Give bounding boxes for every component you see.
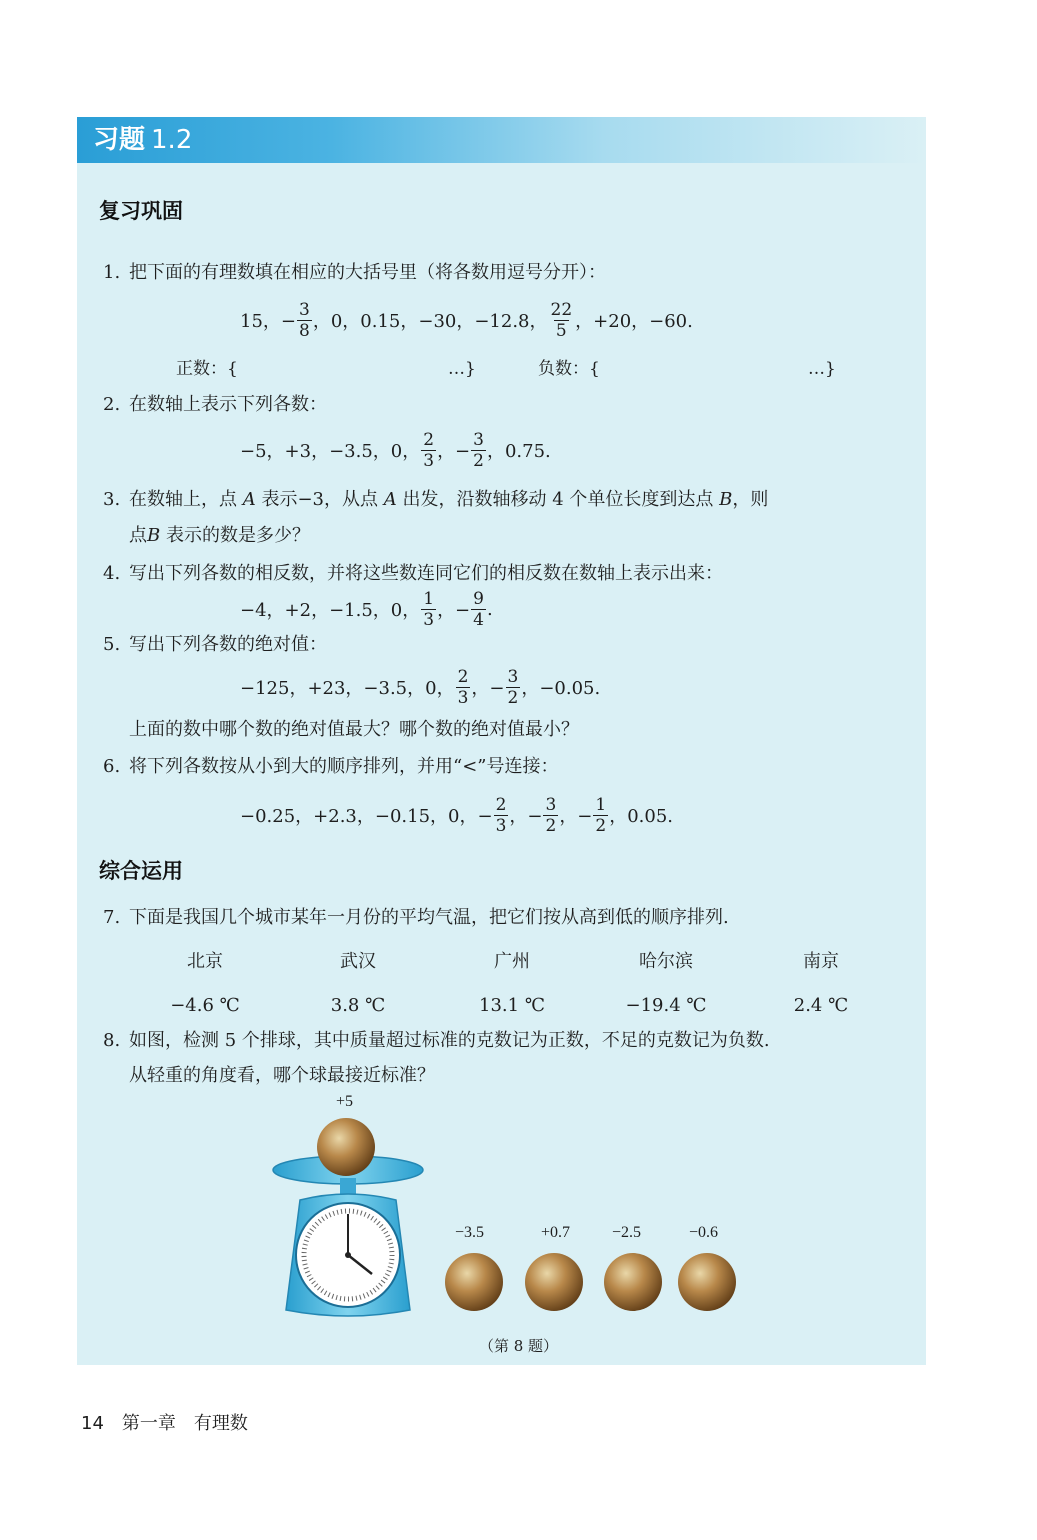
- numerator: 3: [545, 794, 557, 815]
- question-3-line2: [129, 523, 310, 549]
- question-text: 将下列各数按从小到大的顺序排列，并用“<”号连接：: [129, 756, 559, 777]
- question-number: 1.: [103, 262, 121, 283]
- question-text: 写出下列各数的相反数，并将这些数连同它们的相反数在数轴上表示出来：: [129, 563, 723, 584]
- q6-numbers: [240, 789, 673, 841]
- city-name: 北京: [187, 951, 223, 972]
- point-b: B: [719, 489, 733, 510]
- numerator: 3: [473, 429, 484, 450]
- numerator: 1: [595, 794, 607, 815]
- question-text: 下面是我国几个城市某年一月份的平均气温，把它们按从高到低的顺序排列.: [129, 907, 729, 928]
- chapter-title: 有理数: [193, 1413, 248, 1434]
- question-number: 5.: [103, 634, 121, 655]
- math-text: ，0.75.: [486, 441, 551, 462]
- math-text: ，−0.05.: [521, 678, 601, 699]
- math-text: ，+20，−60.: [575, 311, 693, 332]
- math-text: −5，+3，−3.5，0，: [240, 441, 421, 462]
- math-text: ，0，0.15，−30，−12.8，: [312, 311, 548, 332]
- question-1: [103, 260, 606, 286]
- point-a: A: [383, 489, 397, 510]
- city-name: 南京: [803, 951, 839, 972]
- negative-set-end: …}: [808, 359, 836, 379]
- page-footer: [81, 1409, 266, 1435]
- math-text: 15，−: [240, 311, 296, 332]
- fraction: [421, 430, 436, 471]
- numerator: 2: [457, 666, 469, 687]
- positive-set-label: 正数：{: [176, 359, 238, 379]
- question-3: [103, 487, 768, 513]
- q4-numbers: [240, 583, 493, 635]
- section-apply-heading: 综合运用: [99, 859, 183, 883]
- city-temperature: −4.6 ℃: [170, 995, 240, 1016]
- question-text: 在数轴上，点: [129, 489, 237, 510]
- question-number: 4.: [103, 563, 121, 584]
- city-temperature: −19.4 ℃: [625, 995, 707, 1016]
- denominator: 5: [555, 320, 567, 341]
- section-review-heading: 复习巩固: [99, 199, 183, 223]
- q5-numbers: [240, 661, 600, 713]
- denominator: 3: [423, 450, 435, 471]
- math-text: ，−: [471, 678, 505, 699]
- fraction: [494, 795, 509, 836]
- fraction: [297, 300, 312, 341]
- denominator: 3: [495, 815, 507, 836]
- exercise-banner: [77, 117, 926, 163]
- question-text: 表示−3，从点: [261, 489, 379, 510]
- ball-label: −0.6: [689, 1224, 719, 1241]
- city-name: 武汉: [340, 951, 376, 972]
- page-number: 14: [81, 1413, 104, 1434]
- question-6: [103, 754, 558, 780]
- figure-caption: （第 8 题）: [478, 1337, 559, 1355]
- fraction: [506, 667, 521, 708]
- fraction: [549, 300, 575, 341]
- banner-title-number: 1.2: [151, 125, 193, 155]
- denominator: 8: [299, 320, 310, 341]
- ball-label: −2.5: [612, 1224, 642, 1241]
- question-number: 7.: [103, 907, 121, 928]
- denominator: 3: [423, 609, 435, 630]
- question-7: [103, 905, 729, 931]
- numerator: 3: [507, 666, 519, 687]
- question-text: 表示的数是多少？: [165, 525, 310, 546]
- fraction: [471, 430, 486, 471]
- city-temperature: 13.1 ℃: [479, 995, 545, 1016]
- numerator: 22: [550, 299, 573, 320]
- fraction: [593, 795, 608, 836]
- scale-ball-label: +5: [336, 1093, 354, 1110]
- math-text: −125，+23，−3.5，0，: [240, 678, 455, 699]
- q2-numbers: [240, 424, 551, 476]
- math-text: ，0.05.: [609, 806, 674, 827]
- question-text: 把下面的有理数填在相应的大括号里（将各数用逗号分开）：: [129, 262, 606, 283]
- fraction: [543, 795, 558, 836]
- numerator: 1: [423, 588, 435, 609]
- question-2: [103, 392, 327, 418]
- question-text: ，则: [732, 489, 769, 510]
- question-5: [103, 632, 327, 658]
- math-text: ，−: [437, 600, 471, 621]
- question-text: 出发，沿数轴移动 4 个单位长度到达点: [402, 489, 714, 510]
- question-number: 6.: [103, 756, 121, 777]
- city-temperature: 3.8 ℃: [330, 995, 386, 1016]
- banner-title-text: 习题: [93, 125, 146, 155]
- fraction: [456, 667, 471, 708]
- math-text: −4，+2，−1.5，0，: [240, 600, 421, 621]
- denominator: 2: [507, 687, 519, 708]
- question-8: [103, 1028, 770, 1054]
- denominator: 2: [595, 815, 607, 836]
- math-text: .: [486, 598, 493, 620]
- question-number: 2.: [103, 394, 121, 415]
- ball-label: +0.7: [541, 1224, 571, 1241]
- numerator: 2: [495, 794, 507, 815]
- question-text: 在数轴上表示下列各数：: [129, 394, 327, 415]
- question-text: 点: [129, 525, 147, 546]
- banner-title: [93, 121, 192, 159]
- city-name: 哈尔滨: [639, 951, 693, 972]
- math-text: −0.25，+2.3，−0.15，0，−: [240, 806, 493, 827]
- question-5-followup: 上面的数中哪个数的绝对值最大？哪个数的绝对值最小？: [129, 719, 579, 740]
- fraction: [421, 589, 436, 630]
- denominator: 2: [473, 450, 484, 471]
- ball-label: −3.5: [455, 1224, 485, 1241]
- question-text: 写出下列各数的绝对值：: [129, 634, 327, 655]
- q1-numbers: [240, 294, 693, 346]
- fraction: [471, 589, 486, 630]
- point-b: B: [147, 525, 161, 546]
- math-text: ，−: [437, 441, 471, 462]
- numerator: 2: [423, 429, 435, 450]
- city-name: 广州: [494, 951, 530, 972]
- positive-set-end: …}: [448, 359, 476, 379]
- question-8-line2: 从轻重的角度看，哪个球最接近标准？: [129, 1065, 435, 1086]
- negative-set-label: 负数：{: [538, 359, 600, 379]
- point-a: A: [242, 489, 256, 510]
- city-temperature: 2.4 ℃: [793, 995, 849, 1016]
- question-number: 8.: [103, 1030, 121, 1051]
- question-text: 如图，检测 5 个排球，其中质量超过标准的克数记为正数，不足的克数记为负数.: [129, 1030, 770, 1051]
- denominator: 4: [473, 609, 484, 630]
- numerator: 9: [473, 588, 484, 609]
- denominator: 3: [457, 687, 469, 708]
- chapter-label: 第一章: [121, 1413, 176, 1434]
- math-text: ，−: [559, 806, 593, 827]
- denominator: 2: [545, 815, 557, 836]
- numerator: 3: [299, 299, 310, 320]
- question-number: 3.: [103, 489, 121, 510]
- math-text: ，−: [509, 806, 543, 827]
